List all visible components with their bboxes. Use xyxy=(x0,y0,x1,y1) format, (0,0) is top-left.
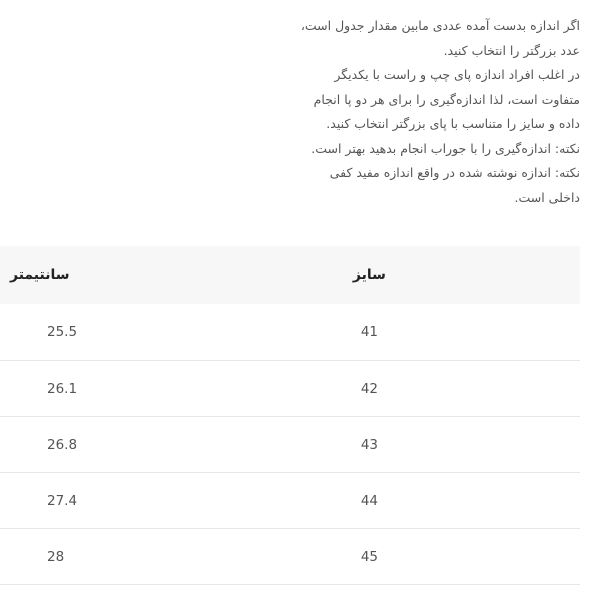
table-row xyxy=(0,473,580,529)
note-line: نکته: اندازه نوشته شده در واقع اندازه مفید کفی xyxy=(329,165,580,180)
size-table xyxy=(0,246,580,585)
header-size: سایز xyxy=(352,267,386,283)
cell-centimeter: 26.8 xyxy=(0,417,159,473)
cell-size: 43 xyxy=(159,417,580,473)
header-row xyxy=(0,246,580,304)
cell-size: 42 xyxy=(159,361,580,417)
cell-size: 41 xyxy=(159,304,580,361)
note-line: نکته: اندازه‌گیری را با جوراب انجام بدهید بهتر است. xyxy=(311,140,580,156)
cell-centimeter: 28 xyxy=(0,529,159,585)
cell-size: 45 xyxy=(159,529,580,585)
size-table-body xyxy=(0,304,580,585)
cell-size: 44 xyxy=(159,473,580,529)
note-line: اگر اندازه بدست آمده عددی مابین مقدار جدول است، xyxy=(300,18,580,33)
note-line: متفاوت است، لذا اندازه‌گیری را برای هر دو پا انجام xyxy=(313,91,580,107)
size-table-header xyxy=(0,246,580,304)
note-line: عدد بزرگتر را انتخاب کنید. xyxy=(443,42,580,58)
note-line: داخلی است. xyxy=(514,189,580,205)
cell-centimeter: 27.4 xyxy=(0,473,159,529)
table-row xyxy=(0,529,580,585)
note-line: داده و سایز را متناسب با پای بزرگتر انتخاب کنید. xyxy=(326,116,580,131)
note-line: در اغلب افراد اندازه پای چپ و راست با یکدیگر xyxy=(334,67,580,82)
cell-centimeter: 25.5 xyxy=(0,304,159,361)
table-row xyxy=(0,361,580,417)
header-centimeter: سانتیمتر xyxy=(10,267,70,283)
cell-centimeter: 26.1 xyxy=(0,361,159,417)
table-row xyxy=(0,304,580,361)
table-row xyxy=(0,417,580,473)
size-guide-notes xyxy=(240,14,580,210)
